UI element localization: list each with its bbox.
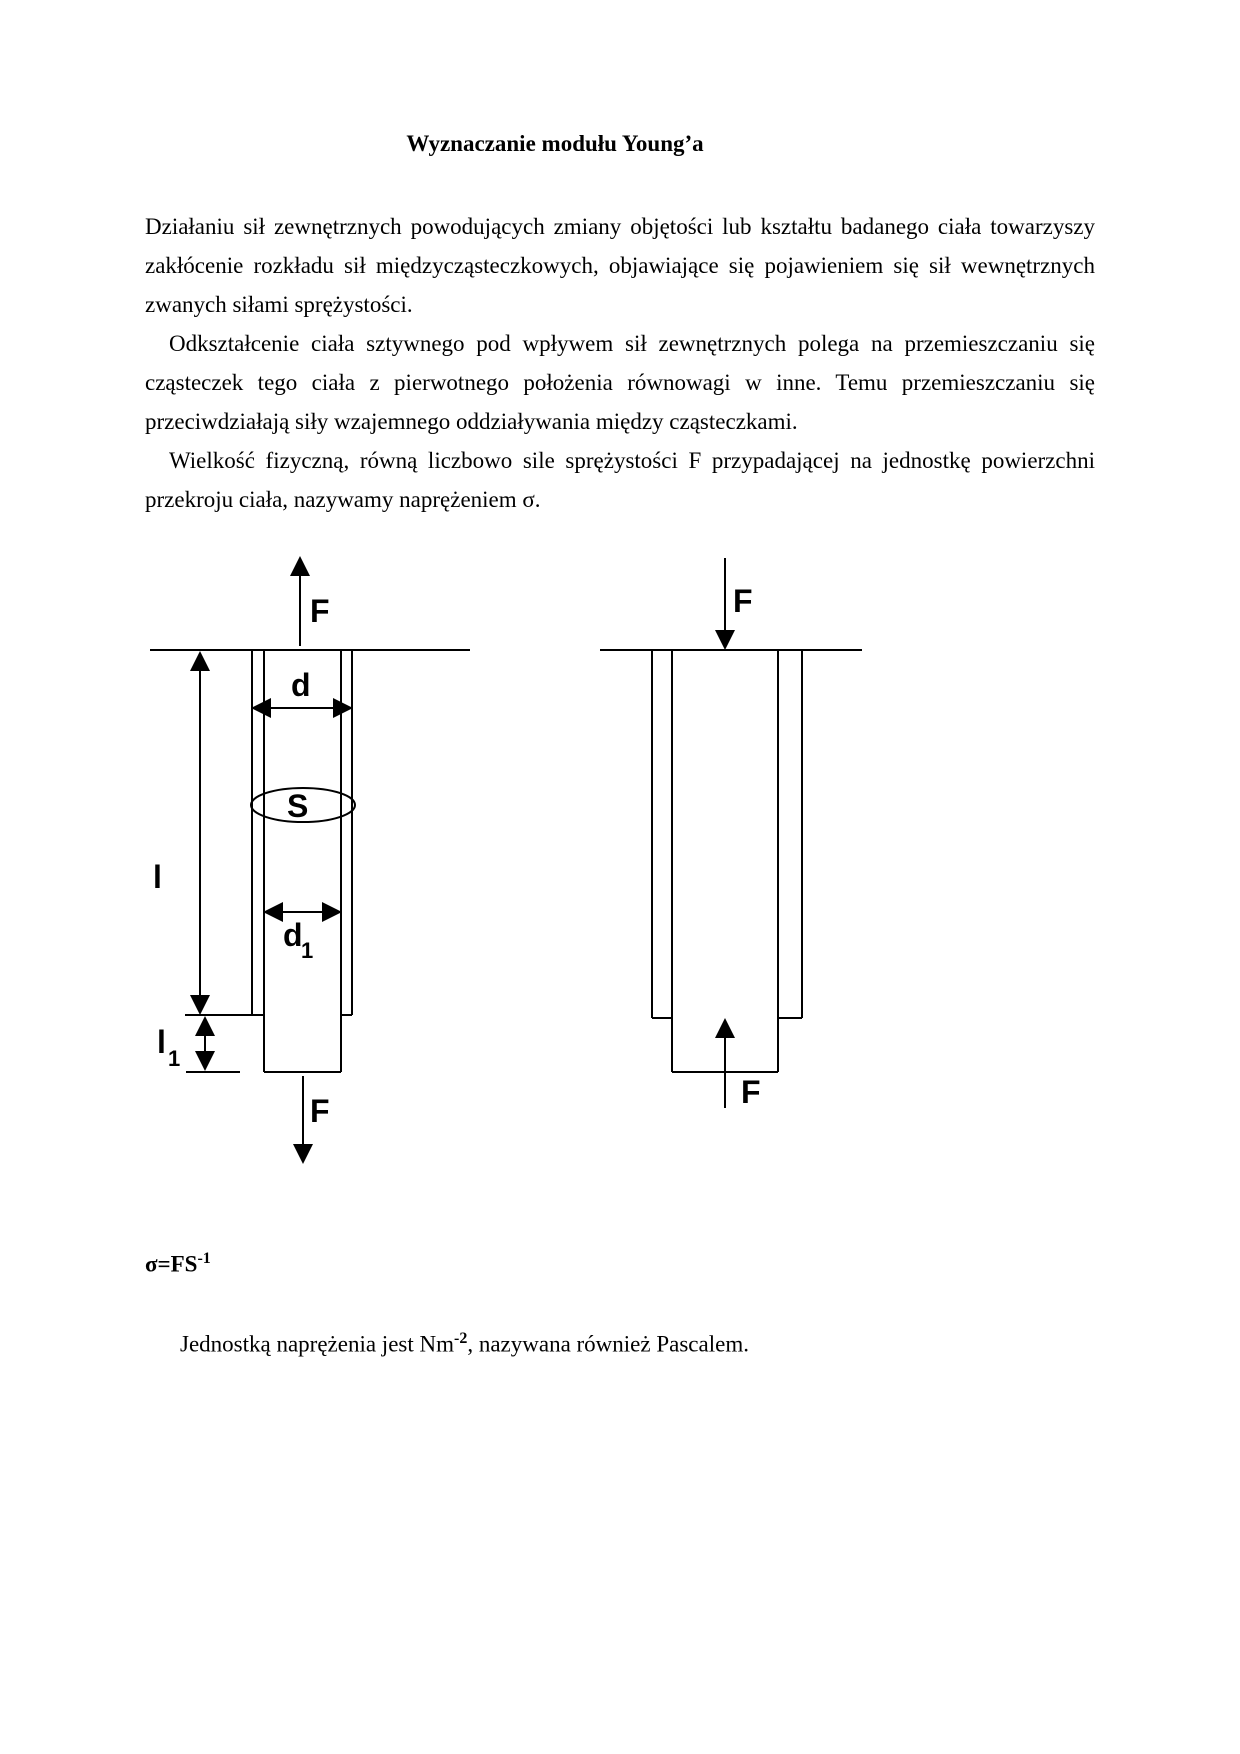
left-diameter2-subscript: 1 <box>301 938 314 963</box>
left-elongation-label: l <box>157 1024 166 1060</box>
rod-tension-compression-figure <box>0 540 1240 1200</box>
right-force-top-label: F <box>733 583 753 619</box>
figure-diagram <box>0 540 1240 1200</box>
stress-formula-exponent: -1 <box>197 1250 211 1267</box>
left-diameter-label: d <box>291 667 311 703</box>
unit-note-exponent: -2 <box>454 1330 468 1347</box>
unit-note <box>180 1330 749 1358</box>
right-force-bottom-label: F <box>741 1074 761 1110</box>
left-force-top-label: F <box>310 593 330 629</box>
stress-formula-body: σ=FS <box>145 1251 198 1277</box>
unit-note-tail: , nazywana również Pascalem. <box>467 1331 749 1357</box>
unit-note-lead: Jednostką naprężenia jest Nm <box>180 1331 454 1357</box>
left-force-bottom-label: F <box>310 1093 330 1129</box>
stress-formula <box>145 1250 211 1278</box>
left-cross-section-label: S <box>287 788 309 824</box>
page-title: Wyznaczanie modułu Young’a <box>406 131 704 156</box>
body-text <box>145 207 1095 519</box>
paragraph-1: Działaniu sił zewnętrznych powodujących zmiany objętości lub kształtu badanego ciała towarzyszy zakłócenie rozkładu sił międzycząsteczkowych, objawiające się pojawieniem się sił wewnętrznych zwanych siłami sprężystości. <box>145 214 1095 317</box>
paragraph-2: Odkształcenie ciała sztywnego pod wpływem sił zewnętrznych polega na przemieszczaniu się cząsteczek tego ciała z pierwotnego położenia równowagi w inne. Temu przemieszczaniu się przeciwdziałają siły wzajemnego oddziaływania między cząsteczkami. <box>145 331 1095 434</box>
left-diameter2-label: d <box>283 917 303 953</box>
paragraph-3: Wielkość fizyczną, równą liczbowo sile sprężystości F przypadającej na jednostkę powierzchni przekroju ciała, nazywamy naprężeniem σ. <box>145 448 1095 512</box>
left-elongation-subscript: 1 <box>168 1046 181 1071</box>
left-length-label: l <box>153 859 162 895</box>
